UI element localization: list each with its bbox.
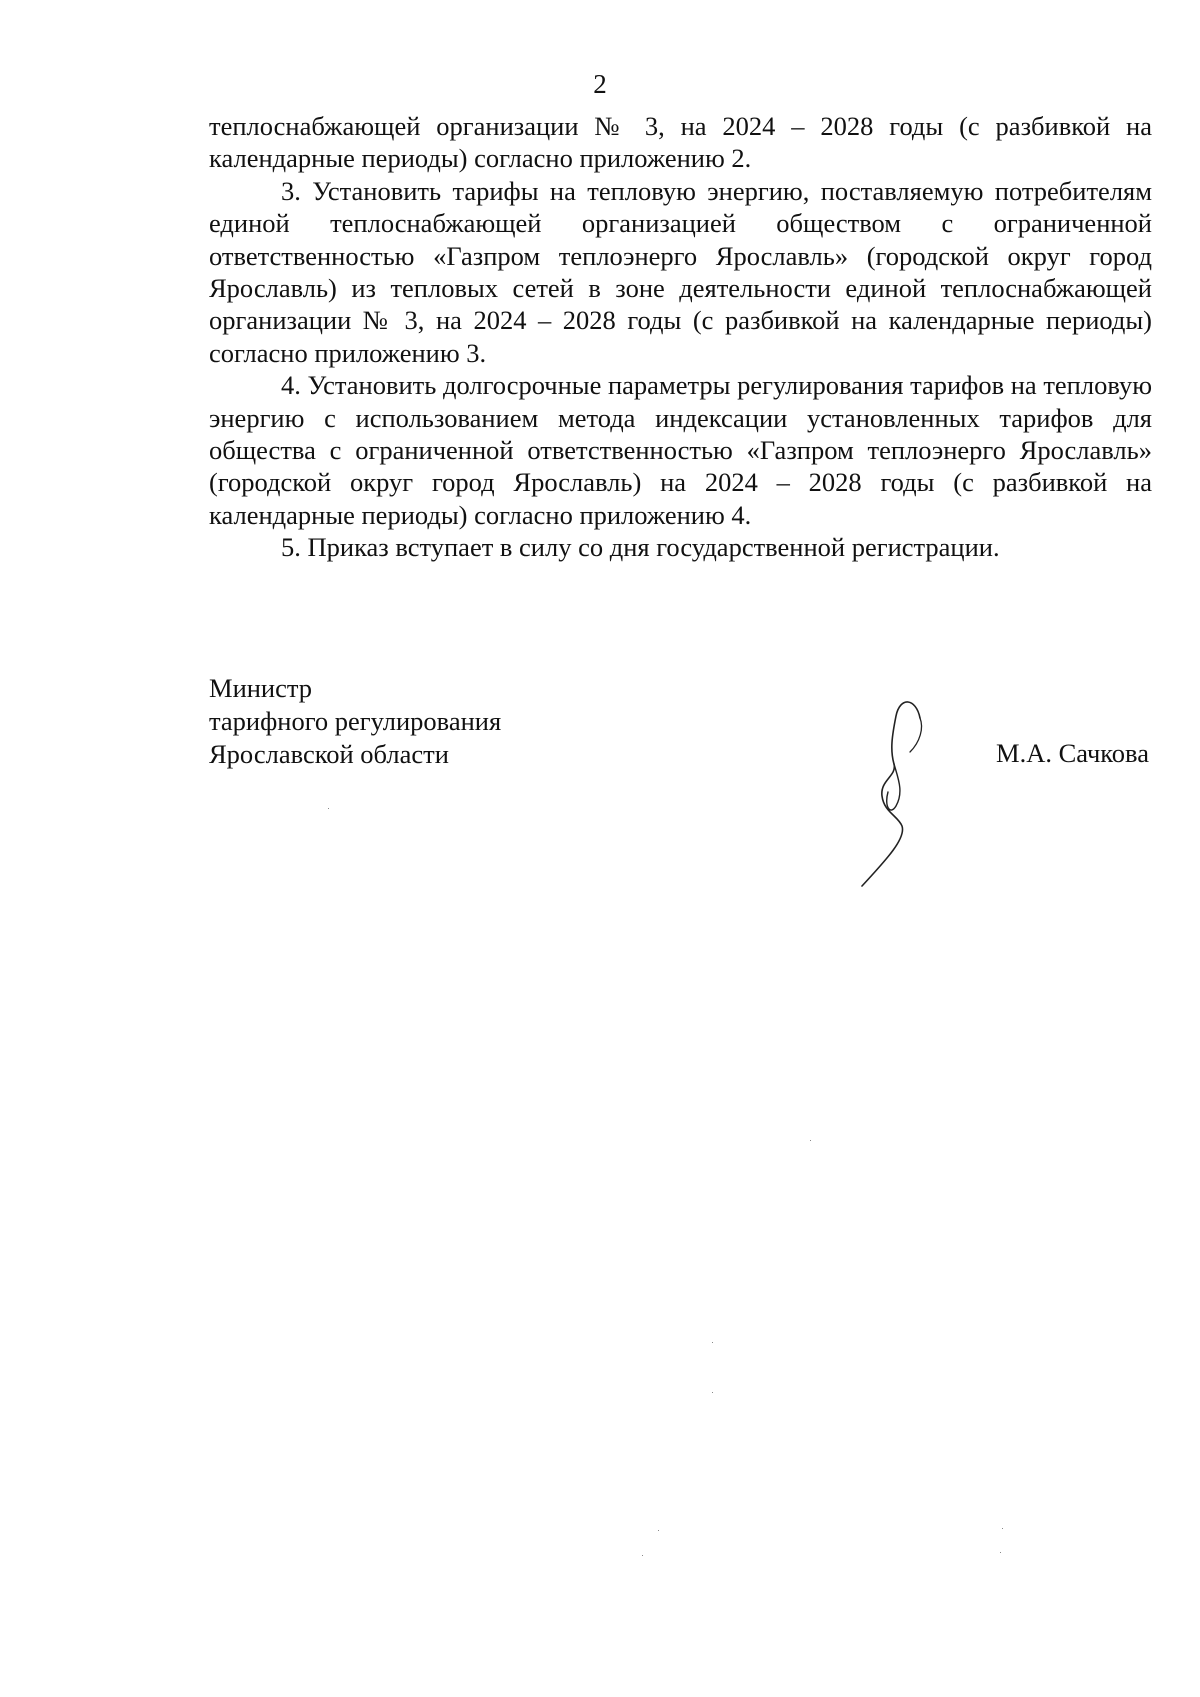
signatory-name: М.А. Сачкова xyxy=(996,738,1149,768)
page-number: 2 xyxy=(593,69,607,99)
scan-speck xyxy=(1000,1552,1001,1553)
signatory-position xyxy=(209,672,501,771)
scan-speck xyxy=(658,1530,659,1531)
paragraph-item-5: 5. Приказ вступает в силу со дня государственной регистрации. xyxy=(281,532,1000,563)
scan-speck xyxy=(712,1392,713,1393)
paragraph-item-4: 4. Установить долгосрочные параметры регулирования тарифов на тепловую энергию с использованием метода индексации установленных тарифов для общества с ограниченной ответственностью «Газпром теплоэнерго Ярославль» (городской округ город Ярославль) на 2024 – 2028 годы (с разбивкой на календарные периоды) согласно приложению 4. xyxy=(209,370,1152,530)
scan-speck xyxy=(1002,1528,1003,1529)
handwritten-signature xyxy=(850,688,960,888)
scan-speck xyxy=(712,1342,713,1343)
paragraph-continuation: теплоснабжающей организации № 3, на 2024 – 2028 годы (с разбивкой на календарные периоды) согласно приложению 2. xyxy=(209,111,1152,174)
paragraph-item-3: 3. Установить тарифы на тепловую энергию, поставляемую потребителям единой теплоснабжающей организацией обществом с ограниченной ответственностью «Газпром теплоэнерго Ярославль» (городской округ город Ярославль) из тепловых сетей в зоне деятельности единой теплоснабжающей организации № 3, на 2024 – 2028 годы (с разбивкой на календарные периоды) согласно приложению 3. xyxy=(209,175,1152,368)
signatory-title-line: тарифного регулирования xyxy=(209,706,502,736)
scan-speck xyxy=(810,1140,811,1141)
document-body xyxy=(209,110,1152,564)
scan-speck xyxy=(328,808,329,809)
scan-speck xyxy=(642,1555,643,1556)
signatory-title-line: Ярославской области xyxy=(209,739,449,769)
signatory-title-line: Министр xyxy=(209,673,313,703)
